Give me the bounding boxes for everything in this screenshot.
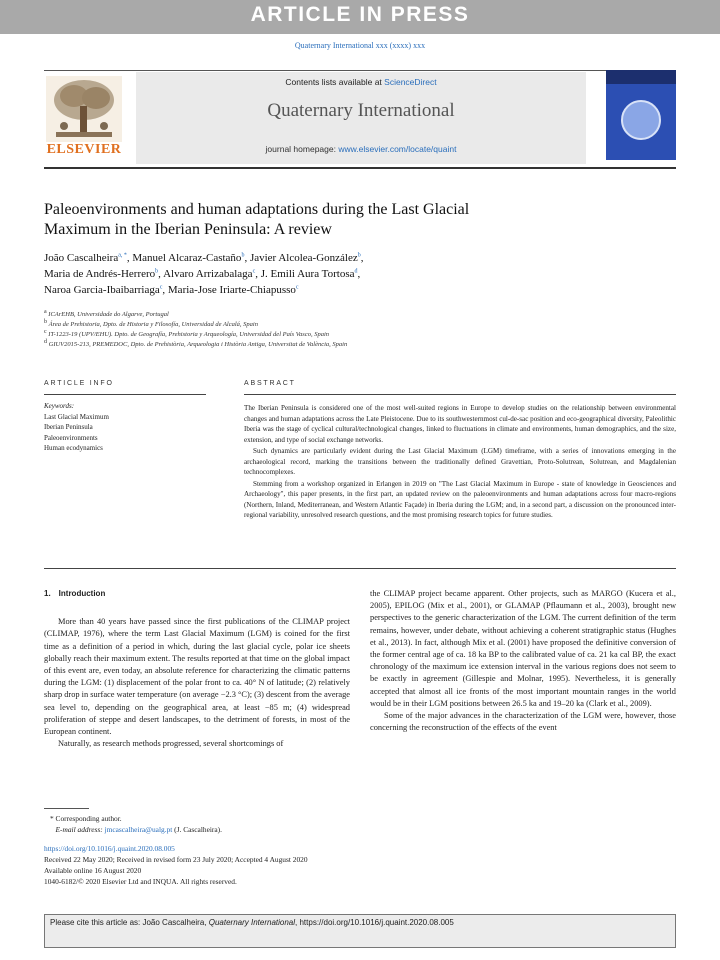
author-affiliation-marker[interactable]: c [295, 284, 299, 291]
doi-link[interactable]: https://doi.org/10.1016/j.quaint.2020.08.005 [44, 844, 175, 853]
author-name[interactable]: Alvaro Arrizabalaga [163, 268, 253, 280]
masthead-top-rule [44, 70, 676, 71]
abstract-paragraph: Stemming from a workshop organized in Erlangen in 2019 on "The Last Glacial Maximum in Europe - state of knowledge in Geosciences and Archaeology", this paper presents, in the first part, an updated review on the paleoenvironments and human adaptations across four macro-regions (Northern, Inland, Mediterranean, and Western Atlantic Façade) in Iberia during the LGM; and, in a second part, a discussion on the pronounced inter-regional variability, unresolved research questions, and the most promising research topics for future studies. [244, 479, 676, 519]
author-name[interactable]: J. Emili Aura Tortosa [260, 268, 355, 280]
sciencedirect-link[interactable]: ScienceDirect [384, 77, 437, 87]
author-affiliation-marker[interactable]: b [357, 252, 361, 259]
masthead-bottom-rule [44, 167, 676, 169]
abstract-heading: ABSTRACT [244, 380, 296, 387]
author-list [44, 250, 564, 298]
publication-history [44, 843, 464, 887]
elsevier-tree-icon [46, 76, 122, 142]
journal-cover-thumbnail[interactable] [606, 70, 676, 160]
affiliation-text: IT-1223-19 (UPV/EHU). Dpto. de Geografía, Prehistoria y Arqueología, Universidad del País Vasco, Spain [46, 331, 330, 338]
affiliation-item [44, 320, 604, 330]
author-name[interactable]: Maria-Jose Iriarte-Chiapusso [167, 284, 296, 296]
journal-masthead [44, 70, 676, 170]
author-affiliation-marker[interactable]: c [252, 268, 256, 275]
journal-homepage-link[interactable]: www.elsevier.com/locate/quaint [338, 144, 457, 154]
article-info-rule [44, 394, 206, 395]
author-separator: , [255, 268, 261, 280]
email-label: E-mail address: [55, 825, 103, 834]
author-affiliation-marker[interactable]: d [354, 268, 358, 275]
citation-prefix: Please cite this article as: João Cascalheira, [50, 918, 209, 927]
author-separator: , [126, 252, 133, 264]
affiliation-key: b [44, 318, 47, 325]
abstract-paragraph: Such dynamics are particularly evident during the Last Glacial Maximum (LGM) timeframe, with a series of innovations emerging in the archaeological record, marking the transitions between the traditionally defined Gravettian, Proto-Solutrean, Solutrean, and Magdalenian technocomplexes. [244, 447, 676, 476]
available-online-date: Available online 16 August 2020 [44, 866, 142, 875]
journal-info-box [136, 72, 586, 164]
abstract-body [244, 403, 676, 521]
footnote-rule [44, 808, 89, 809]
keyword-item: Human ecodynamics [44, 444, 103, 452]
author-name[interactable]: Javier Alcolea-González [249, 252, 358, 264]
author-affiliation-marker[interactable]: b [241, 252, 245, 259]
body-paragraph: the CLIMAP project became apparent. Other projects, such as MARGO (Kucera et al., 2005), EPILOG (Mix et al., 2001), or GLAMAP (Pflaumann et al., 2003), brought new perspectives to the generic characterization of the LGM. The current definition of the term remains, however, under debate, without achieving a coherent stratigraphic status (Hughes et al., 2013). In fact, although Mix et al. (2001) have proposed the definitive conversion of the former central age of ca. 18 ka BP to the calibrated value of ca. 21 ka cal BP, the exact chronology of the maximum ice extension interval in the various regions does not seem to be exactly in agreement (Gillespie and Molnar, 1995). Nevertheless, it is generally accepted that almost all ice fronts of the most important mountain ranges in the world would be in their LGM positions between 26.5 ka and 19–20 ka (Clark et al., 2009). [370, 589, 676, 708]
article-info-heading: ARTICLE INFO [44, 380, 114, 387]
corresponding-author-label: Corresponding author. [53, 814, 122, 823]
author-separator: , [360, 252, 364, 264]
keyword-item: Iberian Peninsula [44, 423, 93, 431]
article-title-line-2: Maximum in the Iberian Peninsula: A review [44, 221, 332, 238]
author-separator: , [357, 268, 361, 280]
affiliation-item [44, 310, 604, 320]
affiliation-key: c [44, 328, 47, 335]
cover-header-band [606, 70, 676, 84]
affiliation-item [44, 340, 604, 350]
contents-prefix: Contents lists available at [285, 77, 385, 87]
cover-emblem-icon [621, 100, 661, 140]
footnote-star: * [50, 814, 54, 823]
author-name[interactable]: Naroa Garcia-Ibaibarriaga [44, 284, 160, 296]
author-separator: , [162, 284, 168, 296]
affiliation-key: d [44, 338, 47, 345]
author-affiliation-marker[interactable]: b [155, 268, 159, 275]
abstract-paragraph: The Iberian Peninsula is considered one of the most well-suited regions in Europe to develop studies on the relationship between environmental changes and human adaptations across the Late Pleistocene. Due to its southwesternmost cul-de-sac position and eco-geographical diversity, Paleolithic Iberia was the stage of cyclical cultural/technological changes, linked to fluctuations in climate and environments, human demographics, and the size, extension, and type of social exchange networks. [244, 404, 676, 444]
elsevier-logo[interactable] [44, 76, 124, 162]
affiliation-text: ICArEHB, Universidade do Algarve, Portugal [46, 311, 169, 318]
copyright-line: 1040-6182/© 2020 Elsevier Ltd and INQUA. All rights reserved. [44, 877, 237, 886]
journal-reference-link[interactable]: Quaternary International xxx (xxxx) xxx [294, 41, 426, 50]
affiliation-key: a [44, 308, 47, 315]
body-paragraph: Naturally, as research methods progressed, several shortcomings of [58, 739, 284, 749]
affiliation-text: GIUV2015-213, PREMEDOC, Dpto. de Prehistòria, Arqueologia i Història Antiga, Universitat de València, Spain [47, 341, 348, 348]
affiliation-text: Área de Prehistoria, Dpto. de Historia y Filosofía, Universidad de Alcalá, Spain [47, 321, 258, 328]
contents-available-line [136, 77, 586, 87]
article-title-line-1: Paleoenvironments and human adaptations during the Last Glacial [44, 201, 470, 218]
body-column-left [44, 588, 350, 750]
received-dates: Received 22 May 2020; Received in revised form 23 July 2020; Accepted 4 August 2020 [44, 855, 308, 864]
elsevier-wordmark: ELSEVIER [46, 142, 122, 157]
article-title [44, 200, 564, 240]
citation-doi[interactable]: , https://doi.org/10.1016/j.quaint.2020.08.005 [295, 918, 454, 927]
author-affiliation-marker[interactable]: c [159, 284, 163, 291]
email-suffix: (J. Cascalheira). [172, 825, 222, 834]
corresponding-author-footnote [50, 813, 450, 835]
citation-journal: Quaternary International [208, 918, 296, 927]
abstract-rule [244, 394, 676, 395]
body-column-right [370, 588, 676, 734]
author-name[interactable]: Maria de Andrés-Herrero [44, 268, 156, 280]
section-heading-introduction [44, 588, 350, 600]
citation-bar [44, 914, 676, 948]
keywords-label: Keywords: [44, 402, 75, 410]
body-paragraph: Some of the major advances in the characterization of the LGM were, however, those concerning the reconstruction of the effects of the event [370, 711, 676, 733]
corresponding-author-line [50, 813, 450, 824]
journal-homepage-line [136, 144, 586, 154]
article-in-press-banner: ARTICLE IN PRESS [0, 0, 720, 34]
abstract-column [244, 380, 676, 521]
keywords-block [44, 401, 206, 454]
author-name[interactable]: João Cascalheira [44, 252, 119, 264]
email-link[interactable]: jmcascalheira@ualg.pt [104, 825, 173, 834]
journal-title: Quaternary International [267, 100, 455, 121]
keyword-item: Paleoenvironments [44, 433, 98, 442]
email-line [50, 824, 450, 835]
affiliation-list [44, 310, 604, 350]
citation-text [50, 918, 454, 927]
keyword-item: Last Glacial Maximum [44, 412, 109, 421]
author-separator: , [158, 268, 164, 280]
homepage-prefix: journal homepage: [265, 144, 339, 154]
section-title: Introduction [58, 589, 106, 598]
article-info-column [44, 380, 206, 454]
abstract-bottom-rule [44, 568, 676, 569]
section-number: 1. [44, 589, 51, 598]
author-separator: , [244, 252, 250, 264]
author-name[interactable]: Manuel Alcaraz-Castaño [132, 252, 242, 264]
body-paragraph: More than 40 years have passed since the first publications of the CLIMAP project (CLIMAP, 1976), where the term Last Glacial Maximum (LGM) is coined for the first time as a definition of a period in which, during the last glacial cycle, polar ice sheets globally reach their maximum extent. The results reported at that time on the global impact of this event are, even today, an absolute reference for characterizing the climatic patterns during the LGM: (1) displacement of the polar front to ca. 40° N of latitude; (2) relatively sharp drop in surface water temperature (on average −2.3 °C); (3) descent from the average sea level to, depending on the geographical area, at least −85 m; (4) widespread proliferation of steppe and desert landscapes, to the detriment of forests, in most of the European continent. [44, 617, 350, 737]
affiliation-item [44, 330, 604, 340]
author-affiliation-marker[interactable]: a, * [118, 252, 127, 259]
